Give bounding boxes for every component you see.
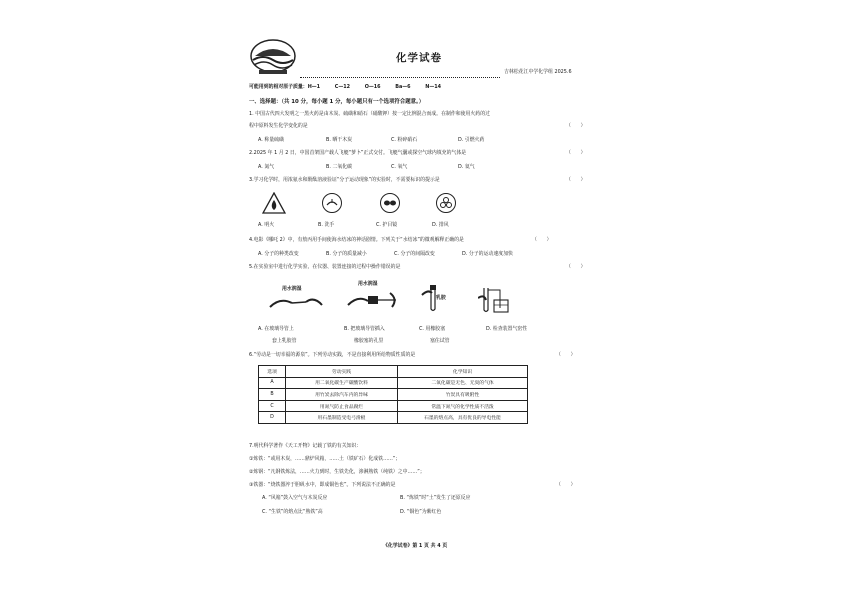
q2-option-a: A. 氮气 xyxy=(258,164,275,170)
q1-option-d: D. 引燃火药 xyxy=(458,137,485,143)
table-row xyxy=(259,400,528,412)
flame-icon xyxy=(262,192,286,214)
exam-title: 化学试卷 xyxy=(396,52,442,64)
q3-option-d: D. 排风 xyxy=(432,222,449,228)
goggles-glyph xyxy=(383,199,397,207)
q5-fig-label-b: 用水润湿 xyxy=(358,281,378,287)
table-cell: 常温下氮气的化学性质不活泼 xyxy=(398,400,528,412)
table-cell: 用二氧化碳生产碳酸饮料 xyxy=(286,377,398,389)
q2-option-d: D. 氦气 xyxy=(458,164,475,170)
q7-item1: ①炼铁：“或用木炭，……鼎炉风箱，……土（铁矿石）化成铁……”； xyxy=(249,456,401,462)
q5-option-a-line2: 套上乳胶管 xyxy=(272,338,297,344)
q6-answer-paren: （ ） xyxy=(556,352,576,358)
q5-option-c: C. 用橡胶塞 xyxy=(419,326,446,332)
table-cell: 用竹炭去除汽车内的异味 xyxy=(286,389,398,401)
table-row xyxy=(259,377,528,389)
q5-fig-label-c: 乳胶 xyxy=(436,295,446,301)
q1-option-c: C. 粉碎硝石 xyxy=(391,137,418,143)
stopper-insert-figure xyxy=(346,289,402,311)
q7-option-d: D. “铜色”为紫红色 xyxy=(400,509,442,515)
table-row xyxy=(259,412,528,424)
q5-option-a: A. 在玻璃导管上 xyxy=(258,326,294,332)
q2-option-c: C. 氧气 xyxy=(391,164,408,170)
q3-option-a: A. 明火 xyxy=(258,222,275,228)
q5-option-b: B. 把玻璃导管插入 xyxy=(344,326,385,332)
page-footer: 《化学试卷》第 1 页 共 4 页 xyxy=(383,543,448,549)
q7-option-b: B. “炼铁”时“土”发生了还原反应 xyxy=(400,495,471,501)
q5-option-b-line2: 橡胶塞的孔里 xyxy=(354,338,384,344)
table-header-cell: 化学知识 xyxy=(398,366,528,378)
table-cell: 竹炭具有吸附性 xyxy=(398,389,528,401)
section-heading: 一、选择题：（共 10 分，每小题 1 分，每小题只有一个选项符合题意。） xyxy=(249,99,425,105)
table-cell: D xyxy=(259,412,286,424)
q5-option-c-line2: 塞住试管 xyxy=(430,338,450,344)
q3-answer-paren: （ ） xyxy=(566,177,586,183)
table-header-cell: 劳动实践 xyxy=(286,366,398,378)
q4-stem: 4.电影《哪吒 2》中，有敖丙用手间使海水结冰的神话剧情。下列关于“水结冰”的微观解释正确的是 xyxy=(249,237,464,243)
q5-answer-paren: （ ） xyxy=(566,264,586,270)
q1-answer-paren: （ ） xyxy=(566,123,586,129)
q1-stem-line2: 程中原料发生化学变化的是 xyxy=(249,123,308,129)
q1-option-b: B. 晒干木炭 xyxy=(326,137,353,143)
school-name: 吉林松花江中学化学组 2025.6 xyxy=(504,69,572,75)
q3-option-c: C. 护目镜 xyxy=(376,222,398,228)
q7-stem: 7.明代科学著作《天工开物》记载了铁的有关知识： xyxy=(249,443,362,449)
q2-answer-paren: （ ） xyxy=(566,150,586,156)
atomic-masses: 可能用到的相对原子质量：H—1 C—12 O—16 Ba—6 N—14 xyxy=(249,84,442,90)
q5-option-d: D. 检查装置气密性 xyxy=(486,326,528,332)
table-row xyxy=(259,389,528,401)
tube-connect-figure xyxy=(268,293,324,313)
q4-answer-paren: （ ） xyxy=(532,237,552,243)
table-cell: 用石墨制造受电弓滑板 xyxy=(286,412,398,424)
school-logo xyxy=(249,38,297,78)
q7-option-a: A. “风箱”鼓入空气与木炭反应 xyxy=(262,495,328,501)
table-cell: 二氧化碳是无色、无臭的气体 xyxy=(398,377,528,389)
q6-stem: 6.“劳动是一切幸福的源泉”。下列劳动实践，不是直接利用所给物质性质的是 xyxy=(249,352,416,358)
table-cell: A xyxy=(259,377,286,389)
table-cell: B xyxy=(259,389,286,401)
q6-table xyxy=(258,365,528,424)
table-cell: 石墨的熔点高，具有优良的导电性能 xyxy=(398,412,528,424)
table-cell: 用氮气防止食品腐烂 xyxy=(286,400,398,412)
ventilation-glyph xyxy=(439,196,453,210)
q5-stem: 5.在实验室中进行化学实验，在仪器、装置连接的过程中操作错误的是 xyxy=(249,264,401,270)
q1-option-a: A. 称量硫磺 xyxy=(258,137,284,143)
q4-option-d: D. 分子的运动速度加快 xyxy=(462,251,513,257)
q4-option-b: B. 分子的质量减小 xyxy=(326,251,367,257)
header-divider xyxy=(300,77,500,78)
q2-option-b: B. 二氧化碳 xyxy=(326,164,353,170)
q3-stem: 3.学习化学时，用浓氨水和酚酞溶液验证“分子运动现象”的实验时，不需要标识的提示是 xyxy=(249,177,440,183)
hand-wash-glyph xyxy=(325,197,339,209)
q7-item2: ②炼钢：“凡钢铁炼法，……火力到时，生铁先化，渗淋熟铁（纯铁）之中……”； xyxy=(249,469,425,475)
q1-stem-line1: 1. 中国古代四大发明之一黑火药是由木炭、硫磺和硝石（硝酸钾）按一定比例混合而成。在制作和使用火药的过 xyxy=(249,111,490,117)
q7-answer-paren: （ ） xyxy=(556,482,576,488)
table-header-cell: 选项 xyxy=(259,366,286,378)
airtight-check-figure xyxy=(478,284,524,314)
q4-option-c: C. 分子的间隔改变 xyxy=(394,251,435,257)
q7-option-c: C. “生铁”的熔点比“熟铁”高 xyxy=(262,509,323,515)
q2-stem: 2.2025 年 1 月 2 日，中国首架国产载人飞艇“萝卜”正式交付。飞艇气囊或探空气球内填充的气体是 xyxy=(249,150,467,156)
table-cell: C xyxy=(259,400,286,412)
q4-option-a: A. 分子的种类改变 xyxy=(258,251,299,257)
q7-item3: ③铁器：“烧铁器淬于胆矾水中，即成铜色也”。下列说法不正确的是 xyxy=(249,482,396,488)
q5-fig-label-a: 用水润湿 xyxy=(282,286,302,292)
table-header-row xyxy=(259,366,528,378)
q3-option-b: B. 洗手 xyxy=(318,222,335,228)
